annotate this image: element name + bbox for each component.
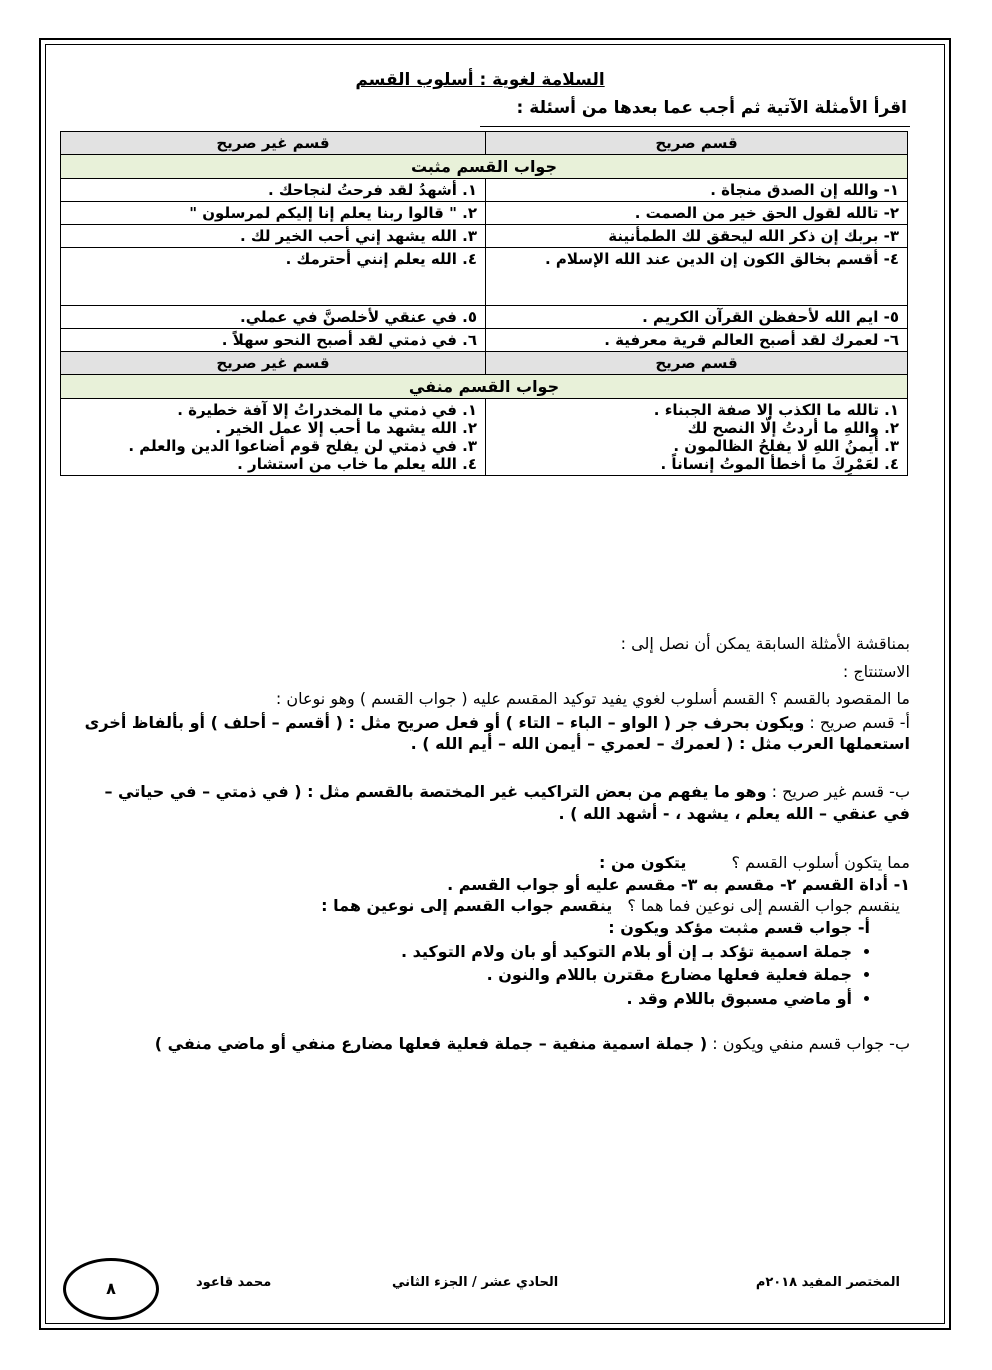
- discussion: بمناقشة الأمثلة السابقة يمكن أن نصل إلى :: [620, 634, 910, 653]
- q-parts: مما يتكون أسلوب القسم ؟: [731, 853, 910, 873]
- discussion-text: [80, 633, 910, 1055]
- header-implicit: قسم غير صريح: [61, 132, 486, 155]
- list-item: ٢. الله يشهد ما أحب إلا عمل الخير .: [215, 419, 477, 437]
- q-types: ينقسم جواب القسم إلى نوعين فما هما ؟: [627, 896, 900, 916]
- explicit-cell: ٥- ايم الله لأحفظن القرآن الكريم .: [486, 306, 908, 329]
- explicit-def-text: ويكون بحرف جر ( الواو – الباء – التاء ) أو فعل صريح مثل : ( أقسم – أحلف ) أو بألفاظ أخرى استعملها العرب مثل : ( لعمرك – لعمري – أيمن الله – أيم الله ) .: [84, 712, 910, 754]
- list-item: ٤. الله يعلم ما خاب من استشار .: [237, 455, 477, 473]
- explicit-cell: ٦- لعمرك لقد أصبح العالم قرية معرفية .: [486, 329, 908, 352]
- header-implicit: قسم غير صريح: [61, 352, 486, 375]
- explicit-cell: ٢- تالله لقول الحق خير من الصمت .: [486, 202, 908, 225]
- q-parts-line: [80, 852, 910, 874]
- instruction: اقرأ الأمثلة الآتية ثم أجب عما بعدها من أسئلة :: [516, 98, 907, 118]
- implicit-cell: ٣. الله يشهد إني أحب الخير لك .: [61, 225, 486, 248]
- instruction-underline: [480, 126, 910, 127]
- implicit-def-label: ب- قسم غير صريح :: [771, 781, 910, 801]
- list-item: ٢. واللهِ ما أردتُ إلّا النصح لك: [687, 419, 899, 437]
- q-types-answer: ينقسم جواب القسم إلى نوعين هما :: [321, 896, 613, 916]
- explicit-cell: ٤- أقسم بخالق الكون إن الدين عند الله الإسلام .: [486, 248, 908, 306]
- table-row: [61, 225, 908, 248]
- explicit-cell: [486, 399, 908, 476]
- implicit-cell: ٤. الله يعلم إنني أحترمك .: [61, 248, 486, 306]
- footer-author: محمد قاعود: [196, 1275, 272, 1290]
- implicit-cell: ١. أشهدُ لقد فرحتُ لنجاحك .: [61, 179, 486, 202]
- table-row: [61, 179, 908, 202]
- list-item: ٤. لعَمْرِكَ ما أخطأ الموتُ إنساناً .: [660, 455, 899, 473]
- negative-answer-block: [80, 1033, 910, 1055]
- implicit-definition: [80, 781, 910, 824]
- table-row: [61, 202, 908, 225]
- implicit-cell: ٦. في ذمتي لقد أصبح النحو سهلاً .: [61, 329, 486, 352]
- explicit-cell: ١- والله إن الصدق منجاة .: [486, 179, 908, 202]
- table-row: [61, 399, 908, 476]
- negative-answer-label: ب- جواب قسم منفي ويكون :: [712, 1034, 910, 1054]
- list-item: • أو ماضي مسبوق باللام وقد .: [80, 988, 852, 1010]
- explicit-cell: ٣- بربك إن ذكر الله ليحقق لك الطمأنينة: [486, 225, 908, 248]
- conclusion-label: الاستنتاج :: [842, 661, 910, 681]
- footer-book: المختصر المفيد ٢٠١٨م: [755, 1275, 900, 1290]
- list-item: ٣. في ذمتي لن يفلح قوم أضاعوا الدين والعلم .: [128, 437, 477, 455]
- header-explicit: قسم صريح: [486, 352, 908, 375]
- list-item: ١. تالله ما الكذب إلا صفة الجبناء .: [653, 401, 899, 419]
- q-meaning: ما المقصود بالقسم ؟ القسم أسلوب لغوي يفيد توكيد المقسم عليه ( جواب القسم ) وهو نوعان :: [275, 689, 910, 709]
- list-item: ٣. أيمنُ اللهِ لا يفلحُ الظالمون .: [673, 437, 899, 455]
- list-item: • جملة فعلية فعلها مضارع مقترن باللام والنون .: [80, 964, 852, 986]
- q-types-line: [80, 895, 900, 917]
- parts-list: ١- أداة القسم ٢- مقسم به ٣- مقسم عليه أو جواب القسم .: [447, 874, 910, 894]
- table-row: [61, 306, 908, 329]
- footer-grade: الحادي عشر / الجزء الثاني: [392, 1275, 559, 1290]
- table-row: [61, 329, 908, 352]
- page-number: ٨: [63, 1258, 159, 1320]
- implicit-cell: [61, 399, 486, 476]
- positive-answer: أ- جواب قسم مثبت مؤكد ويكون :: [608, 917, 870, 937]
- page-title: السلامة لغوية : أسلوب القسم: [355, 70, 605, 90]
- implicit-def-text: وهو ما يفهم من بعض التراكيب غير المختصة بالقسم مثل : ( في ذمتي – في حياتي – في عنقي – الله يعلم ، يشهد ، - أشهد الله ) .: [104, 781, 910, 823]
- list-item: ١. في ذمتي ما المخدراتُ إلا آفة خطيرة .: [177, 401, 477, 419]
- examples-table: [60, 131, 908, 476]
- table-row: [61, 248, 908, 306]
- list-item: • جملة اسمية تؤكد بـ إن أو بلام التوكيد أو بان ولام التوكيد .: [80, 941, 852, 963]
- explicit-definition: [80, 712, 910, 755]
- positive-bullets: [80, 941, 870, 1010]
- implicit-cell: ٥. في عنقي لأخلصنَّ في عملي.: [61, 306, 486, 329]
- q-parts-answer: يتكون من :: [599, 853, 687, 873]
- header-explicit: قسم صريح: [486, 132, 908, 155]
- explicit-def-label: أ- قسم صريح :: [809, 712, 910, 732]
- implicit-cell: ٢. " قالوا ربنا يعلم إنا إليكم لمرسلون ": [61, 202, 486, 225]
- section-positive: جواب القسم مثبت: [61, 155, 908, 179]
- section-negative: جواب القسم منفي: [61, 375, 908, 399]
- negative-answer-text: ( جملة اسمية منفية – جملة فعلية فعلها مضارع منفي أو ماضي منفي ): [154, 1034, 708, 1054]
